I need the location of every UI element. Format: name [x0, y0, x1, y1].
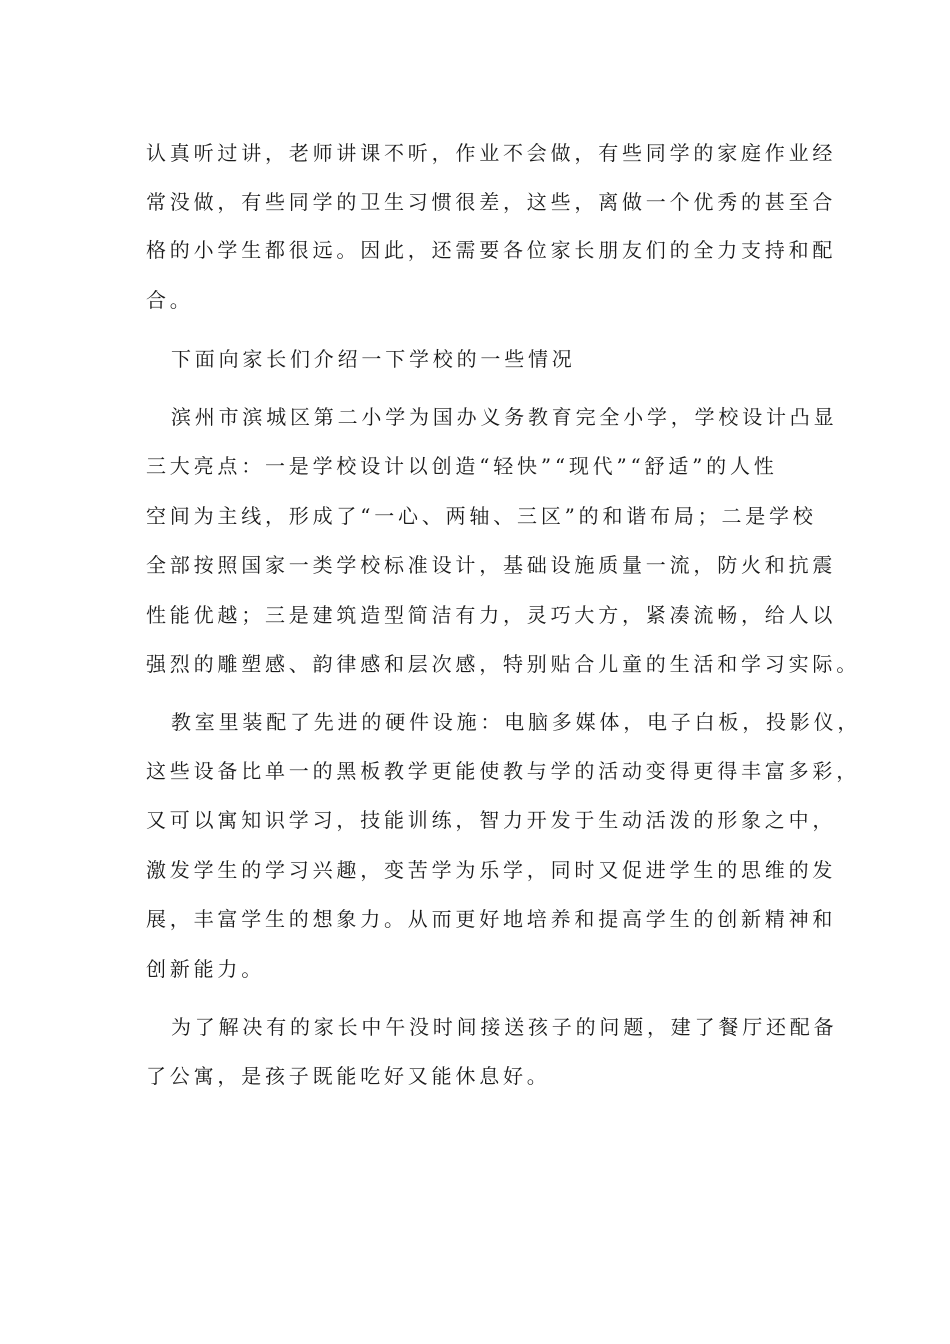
text-line: 认真听过讲，老师讲课不听，作业不会做，有些同学的家庭作业经: [146, 141, 837, 165]
text-line: 全部按照国家一类学校标准设计，基础设施质量一流，防火和抗震: [146, 553, 837, 577]
text-line: 激发学生的学习兴趣，变苦学为乐学，同时又促进学生的思维的发: [146, 858, 837, 882]
paragraph-first-line: 为了解决有的家长中午没时间接送孩子的问题，建了餐厅还配备: [171, 1015, 838, 1039]
text-line: 这些设备比单一的黑板教学更能使教与学的活动变得更得丰富多彩，: [146, 759, 860, 783]
text-line: 性能优越；三是建筑造型简洁有力，灵巧大方，紧凑流畅，给人以: [146, 603, 837, 627]
text-line: 创新能力。: [146, 957, 265, 981]
text-line: 格的小学生都很远。因此，还需要各位家长朋友们的全力支持和配: [146, 238, 837, 262]
text-line: 三大亮点：一是学校设计以创造“轻快”“现代”“舒适”的人性: [146, 454, 778, 478]
text-line: 展，丰富学生的想象力。从而更好地培养和提高学生的创新精神和: [146, 907, 837, 931]
text-line: 强烈的雕塑感、韵律感和层次感，特别贴合儿童的生活和学习实际。: [146, 652, 860, 676]
paragraph-first-line: 下面向家长们介绍一下学校的一些情况: [171, 347, 576, 371]
text-line: 又可以寓知识学习，技能训练，智力开发于生动活泼的形象之中，: [146, 808, 837, 832]
paragraph-first-line: 教室里装配了先进的硬件设施：电脑多媒体，电子白板，投影仪，: [171, 710, 862, 734]
paragraph-first-line: 滨州市滨城区第二小学为国办义务教育完全小学，学校设计凸显: [171, 405, 838, 429]
text-line: 了公寓，是孩子既能吃好又能休息好。: [146, 1064, 551, 1088]
text-line: 空间为主线，形成了“一心、两轴、三区”的和谐布局；二是学校: [146, 504, 817, 528]
text-line: 合。: [146, 288, 194, 312]
text-line: 常没做，有些同学的卫生习惯很差，这些，离做一个优秀的甚至合: [146, 190, 837, 214]
